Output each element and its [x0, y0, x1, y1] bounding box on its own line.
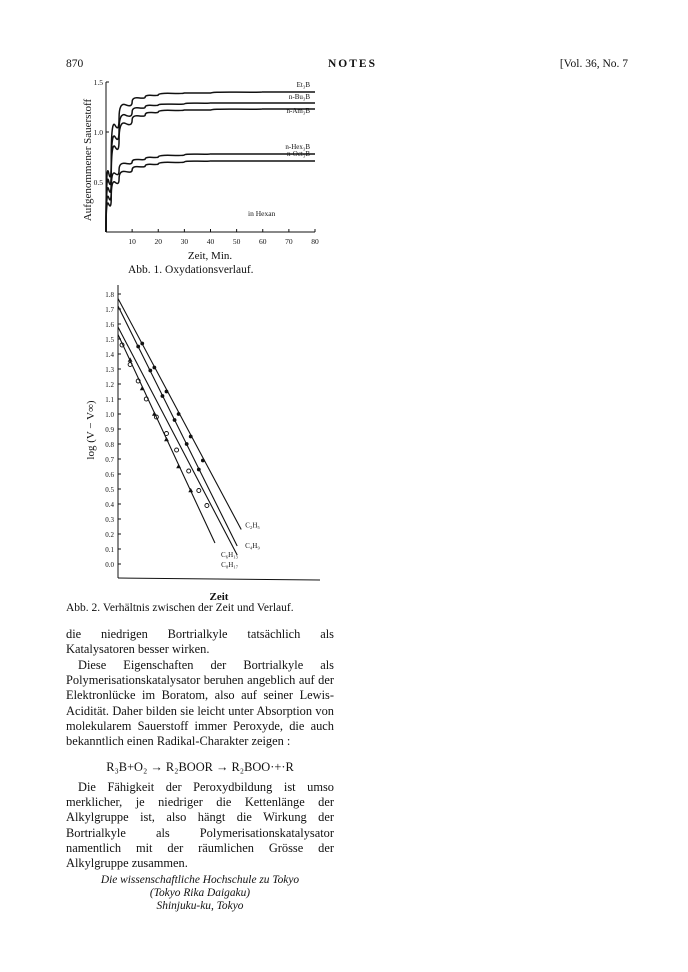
fig2-data-point: [140, 386, 145, 390]
fig1-x-tick-label: 80: [311, 237, 319, 246]
fig2-data-point: [173, 418, 177, 422]
fig2-y-tick-label: 1.0: [105, 411, 114, 419]
fig2-y-tick-label: 0.7: [105, 456, 114, 464]
fig2-data-point: [152, 411, 157, 415]
fig1-y-tick-label: 0.5: [93, 178, 103, 187]
fig2-data-point: [197, 489, 201, 493]
reaction-equation: R₃B+O₂ → R₂BOOR → R₂BOO·+·R: [106, 760, 294, 774]
fig2-y-tick-label: 0.0: [105, 561, 114, 569]
volume-info: [Vol. 36, No. 7: [559, 58, 628, 70]
fig1-series-label: n-Bu₃B: [288, 93, 310, 101]
fig1-x-tick-label: 70: [285, 237, 293, 246]
fig2-y-tick-label: 1.2: [105, 381, 114, 389]
fig2-data-point: [161, 394, 165, 398]
affiliation-line-2: (Tokyo Rika Daigaku): [149, 887, 251, 899]
fig1-series-label: n-Hex₃B: [285, 143, 310, 151]
fig1-x-tick-label: 20: [154, 237, 162, 246]
fig2-y-tick-label: 1.5: [105, 336, 114, 344]
fig2-data-point: [164, 437, 169, 441]
fig1-series-label: n-Oct₃B: [286, 150, 310, 158]
fig2-data-point: [201, 459, 205, 463]
fig1-x-tick-label: 10: [128, 237, 136, 246]
fig1-series-label: n-Am₃B: [286, 107, 310, 115]
body-paragraph-3: Die Fähigkeit der Peroxydbildung ist umso merklicher, je niedriger die Kettenlänge der Alkylgruppe ist, also hängt die Wirkung der Bortrialkyle als Polymerisationskatalysator namentlich mit der räumlichen Grösse der Alkylgruppe zusammen.: [66, 780, 334, 871]
fig2-y-tick-label: 0.1: [105, 546, 114, 554]
fig1-y-tick-label: 1.5: [93, 78, 103, 87]
fig1-x-tick-label: 30: [180, 237, 189, 246]
fig2-fit-line: [118, 306, 237, 546]
fig1-annotation: in Hexan: [248, 209, 276, 218]
affiliation-line-1: Die wissenschaftliche Hochschule zu Tokyo: [100, 874, 300, 886]
fig2-series-label: C₄H₉: [245, 542, 260, 550]
fig1-x-tick-label: 60: [259, 237, 267, 246]
fig2-data-point: [205, 504, 209, 508]
body-paragraph-1: die niedrigen Bortrialkyle tatsächlich als Katalysatoren besser wirken.: [66, 627, 334, 657]
fig2-y-tick-label: 0.4: [105, 501, 114, 509]
fig1-series-label: Et₃B: [296, 81, 310, 89]
fig2-data-point: [187, 469, 191, 473]
fig2-fit-line: [118, 327, 237, 555]
fig2-y-tick-label: 1.4: [105, 351, 114, 359]
fig2-data-point: [148, 369, 152, 373]
running-title: NOTES: [328, 58, 377, 70]
fig2-series-label: C₈H₁₇: [221, 561, 239, 569]
affiliation-line-3: Shinjuku-ku, Tokyo: [156, 900, 244, 912]
body-paragraph-2: Diese Eigenschaften der Bortrialkyle als Polymerisationskatalysator beruhen angeblich auf der Elektronlücke im Boratom, also auf seiner Lewis-Acidität. Daher bilden sie leicht unter Absorption von molekularem Sauerstoff immer Peroxyde, die auch bekanntlich einen Radikal-Charakter zeigen :: [66, 658, 334, 749]
fig2-y-tick-label: 0.9: [105, 426, 114, 434]
fig2-data-point: [189, 435, 193, 439]
fig2-y-tick-label: 0.8: [105, 441, 114, 449]
fig1-y-axis-label: Aufgenommener Sauerstoff: [82, 98, 94, 222]
fig2-y-tick-label: 1.3: [105, 366, 114, 374]
figure-1-caption: Abb. 1. Oxydationsverlauf.: [128, 264, 254, 276]
fig1-x-tick-label: 40: [206, 237, 215, 246]
fig2-data-point: [197, 468, 201, 472]
fig2-series-label: C₂H₅: [245, 521, 260, 530]
fig2-y-tick-label: 0.5: [105, 486, 114, 494]
figure-2-caption: Abb. 2. Verhältnis zwischen der Zeit und Verlauf.: [66, 602, 294, 614]
fig2-data-point: [136, 345, 140, 349]
fig1-y-tick-label: 1.0: [93, 128, 103, 137]
fig2-x-axis-label: Zeit: [209, 591, 229, 603]
fig2-y-tick-label: 1.7: [105, 306, 114, 314]
fig1-x-axis-label: Zeit, Min.: [187, 250, 233, 262]
fig2-y-axis-label: log (V − V∞): [85, 400, 97, 460]
fig2-data-point: [177, 412, 181, 416]
fig2-data-point: [140, 342, 144, 346]
fig2-series-label: C₆H₁₃: [220, 551, 239, 559]
fig2-y-tick-label: 0.6: [105, 471, 114, 479]
fig2-y-tick-label: 1.8: [105, 291, 114, 299]
page-number: 870: [66, 58, 84, 70]
fig2-y-tick-label: 0.3: [105, 516, 114, 524]
fig2-y-tick-label: 0.2: [105, 531, 114, 539]
fig1-x-tick-label: 50: [232, 237, 241, 246]
affiliation: [66, 874, 334, 913]
fig2-data-point: [175, 448, 179, 452]
fig2-data-point: [165, 390, 169, 394]
fig2-data-point: [185, 442, 189, 446]
fig2-y-tick-label: 1.6: [105, 321, 114, 329]
fig2-y-tick-label: 1.1: [105, 396, 114, 404]
fig2-x-axis: [118, 578, 320, 580]
fig2-data-point: [152, 366, 156, 370]
fig2-data-point: [176, 464, 181, 468]
